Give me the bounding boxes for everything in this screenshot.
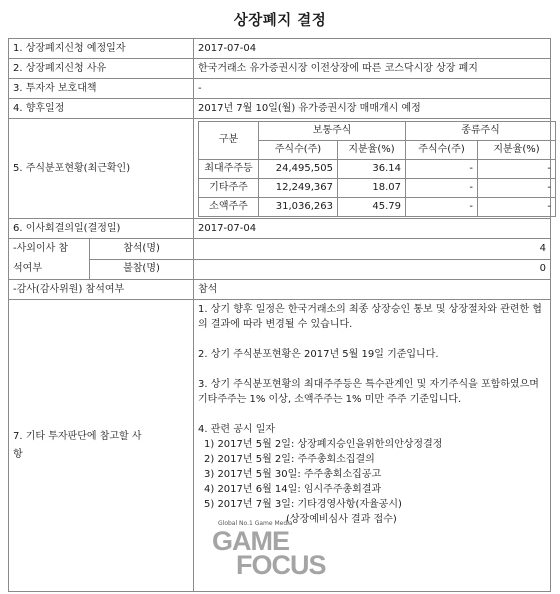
share-distribution-table — [198, 121, 556, 217]
common-shares: 31,036,263 — [259, 197, 338, 216]
preferred-ratio: - — [478, 159, 556, 178]
preferred-ratio: - — [478, 178, 556, 197]
disclosure-table — [8, 38, 551, 592]
board-date-value: 2017-07-04 — [194, 219, 551, 239]
page-title: 상장폐지 결정 — [233, 13, 327, 29]
common-ratio: 18.07 — [338, 178, 406, 197]
common-shares-header: 주식수(주) — [259, 140, 338, 159]
preferred-shares: - — [406, 159, 478, 178]
schedule-label: 4. 향후일정 — [9, 99, 194, 119]
common-shares: 12,249,367 — [259, 178, 338, 197]
board-date-label: 6. 이사회결의일(결정일) — [9, 219, 194, 239]
share-header-row-1 — [199, 121, 556, 140]
list-item: 3) 2017년 5월 30일: 주주총회소집공고 — [204, 469, 382, 480]
preferred-shares-header: 주식수(주) — [406, 140, 478, 159]
outside-directors-label-line2: 석여부 — [13, 263, 42, 274]
other-info-label-line2: 항 — [13, 448, 23, 460]
table-row — [199, 178, 556, 197]
schedule-value: 2017년 7월 10일(월) 유가증권시장 매매개시 예정 — [194, 99, 551, 119]
delisting-date-label: 1. 상장폐지신청 예정일자 — [9, 39, 194, 59]
outside-directors-label — [9, 239, 90, 280]
list-item: 1) 2017년 5월 2일: 상장폐지승인을위한의안상정결정 — [204, 439, 443, 450]
investor-protection-value: - — [194, 79, 551, 99]
preferred-shares: - — [406, 197, 478, 216]
watermark-tagline: Global No.1 Game Media — [218, 520, 293, 527]
absent-value: 0 — [194, 259, 551, 280]
audit-attendance-label: -감사(감사위원) 참석여부 — [9, 280, 194, 300]
row-board-date — [9, 219, 551, 239]
row-investor-protection — [9, 79, 551, 99]
share-distribution-label: 5. 주식분포현황(최근확인) — [9, 119, 194, 219]
absent-label: 불참(명) — [90, 259, 194, 280]
list-item: 2) 2017년 5월 2일: 주주총회소집결의 — [204, 454, 375, 465]
gamefocus-watermark — [212, 520, 362, 582]
delisting-date-value: 2017-07-04 — [194, 39, 551, 59]
delisting-reason-value: 한국거래소 유가증권시장 이전상장에 따른 코스닥시장 상장 폐지 — [194, 59, 551, 79]
row-delisting-reason — [9, 59, 551, 79]
row-audit-attendance — [9, 280, 551, 300]
watermark-focus: FOCUS — [236, 550, 326, 580]
row-share-distribution — [9, 119, 551, 219]
holder-name: 최대주주등 — [199, 159, 259, 178]
list-item-continuation: (상장예비심사 결과 접수) — [286, 514, 397, 525]
row-schedule — [9, 99, 551, 119]
note-4-title: 4. 관련 공시 일자 — [198, 424, 276, 435]
other-info-label — [9, 300, 194, 592]
row-outside-directors-absent — [9, 259, 551, 280]
table-row — [199, 197, 556, 216]
note-1: 1. 상기 향후 일정은 한국거래소의 최종 상장승인 통보 및 상장절차와 관련한 협의 결과에 따라 변경될 수 있습니다. — [198, 304, 542, 330]
holder-name: 기타주주 — [199, 178, 259, 197]
delisting-reason-label: 2. 상장폐지신청 사유 — [9, 59, 194, 79]
preferred-shares: - — [406, 178, 478, 197]
holder-name: 소액주주 — [199, 197, 259, 216]
row-outside-directors-present — [9, 239, 551, 260]
present-value: 4 — [194, 239, 551, 260]
other-info-label-line1: 7. 기타 투자판단에 참고할 사 — [13, 430, 142, 442]
preferred-ratio-header: 지분율(%) — [478, 140, 556, 159]
common-ratio-header: 지분율(%) — [338, 140, 406, 159]
common-shares: 24,495,505 — [259, 159, 338, 178]
preferred-stock-header: 종류주식 — [406, 121, 556, 140]
audit-attendance-value: 참석 — [194, 280, 551, 300]
watermark-game: GAME — [212, 526, 289, 556]
division-header: 구분 — [199, 121, 259, 159]
present-label: 참석(명) — [90, 239, 194, 260]
common-ratio: 36.14 — [338, 159, 406, 178]
list-item: 5) 2017년 7월 3일: 기타경영사항(자율공시) — [204, 499, 402, 510]
list-item: 4) 2017년 6월 14일: 임시주주총회결과 — [204, 484, 382, 495]
note-2: 2. 상기 주식분포현황은 2017년 5월 19일 기준입니다. — [198, 349, 439, 360]
preferred-ratio: - — [478, 197, 556, 216]
common-stock-header: 보통주식 — [259, 121, 406, 140]
common-ratio: 45.79 — [338, 197, 406, 216]
investor-protection-label: 3. 투자자 보호대책 — [9, 79, 194, 99]
row-delisting-date — [9, 39, 551, 59]
share-distribution-cell — [194, 119, 551, 219]
outside-directors-label-line1: -사외이사 참 — [13, 243, 69, 254]
table-row — [199, 159, 556, 178]
note-3: 3. 상기 주식분포현황의 최대주주등은 특수관계인 및 자기주식을 포함하였으며 기타주주는 1% 이상, 소액주주는 1% 미만 주주 기준입니다. — [198, 379, 539, 405]
